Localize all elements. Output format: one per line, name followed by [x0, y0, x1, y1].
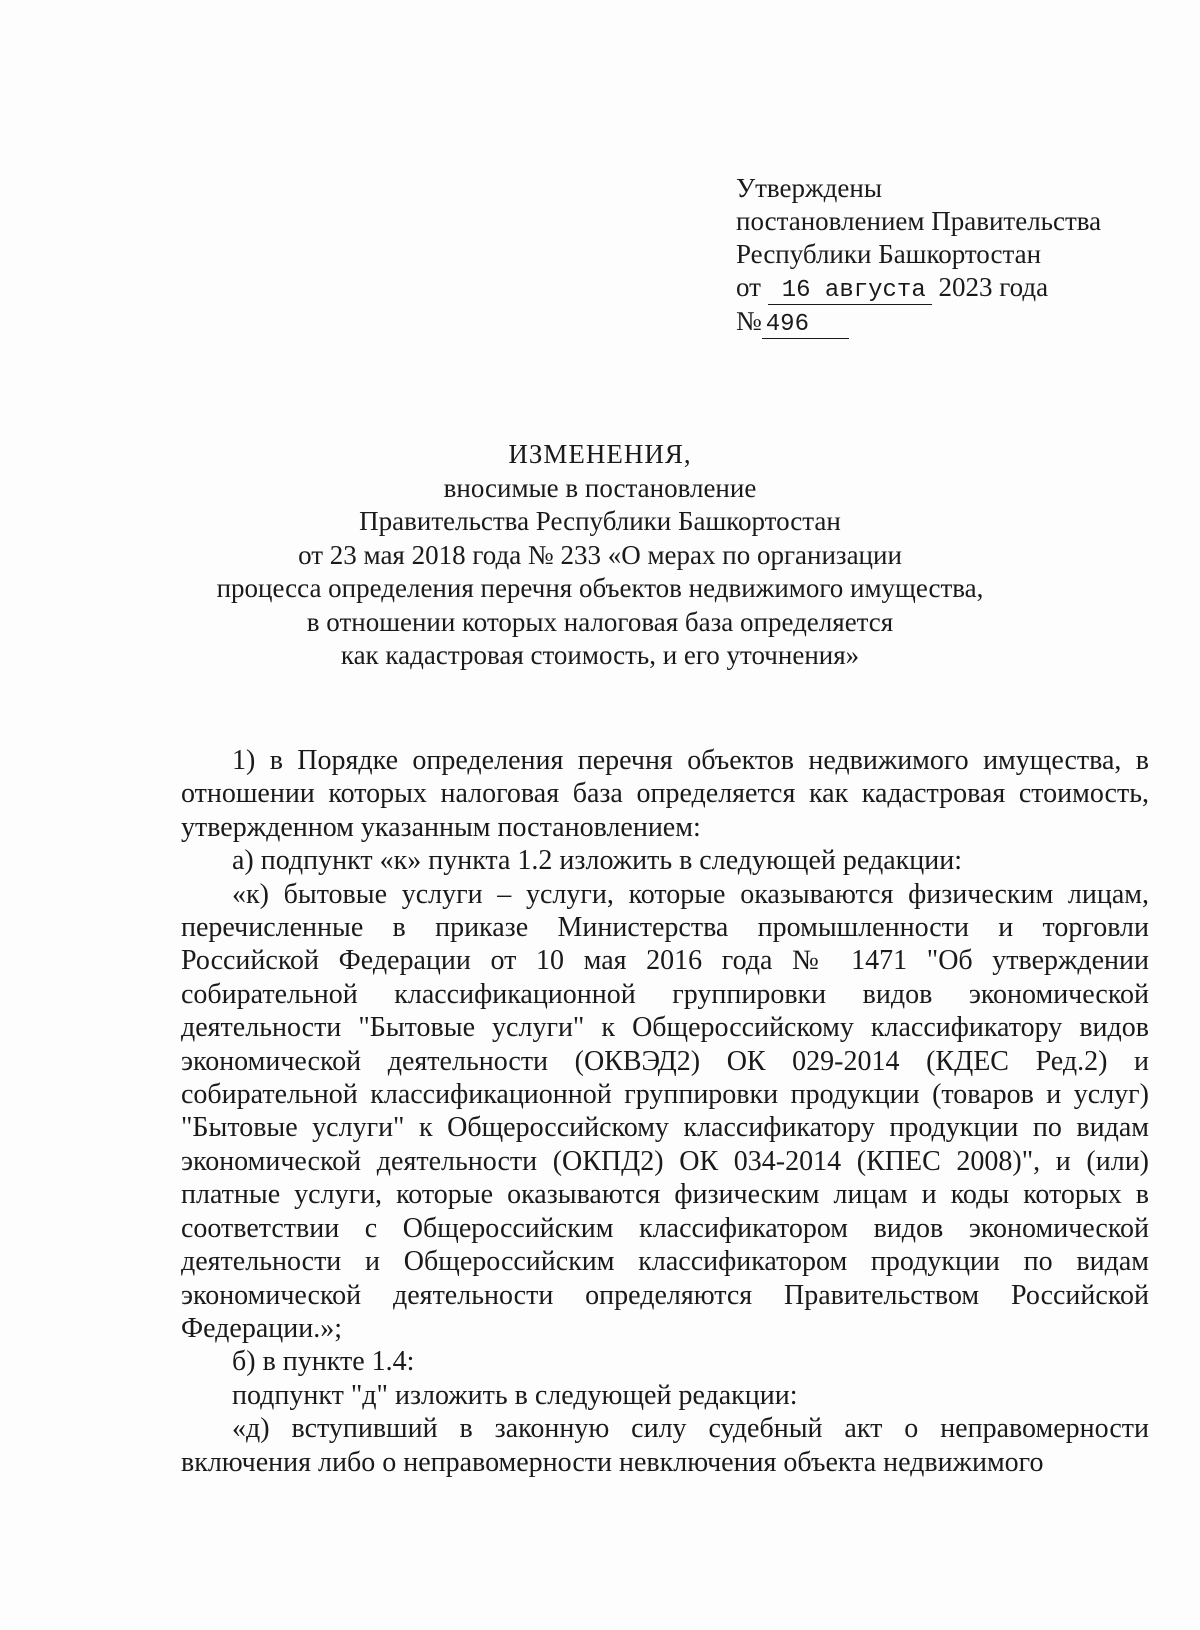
body-paragraph: «к) бытовые услуги – услуги, которые оказываются физическим лицам, перечисленные в приказе Министерства промышленности и торговли Российской Федерации от 10 мая 2016 года № 1471 "Об утверждении собирательной классификационной группировки видов экономической деятельности "Бытовые услуги" к Общероссийскому классификатору видов экономической деятельности (ОКВЭД2) ОК 029-2014 (КДЕС Ред.2) и собирательной классификационной группировки продукции (товаров и услуг) "Бытовые услуги" к Общероссийскому классификатору продукции по видам экономической деятельности (ОКПД2) ОК 034-2014 (КПЕС 2008)", и (или) платные услуги, которые оказываются физическим лицам и коды которых в соответствии с Общероссийским классификатором видов экономической деятельности и Общероссийским классификатором продукции по видам экономической деятельности определяются Правительством Российской Федерации.»;	[181, 878, 1149, 1344]
body-paragraph: «д) вступивший в законную силу судебный акт о неправомерности включения либо о неправомерности невключения объекта недвижимого	[181, 1413, 1149, 1478]
approval-number-prefix: №	[736, 306, 762, 336]
approval-number-line	[736, 305, 1176, 339]
title-line: Правительства Республики Башкортостан	[359, 506, 841, 536]
document-body	[181, 744, 1149, 1479]
approval-line-3: Республики Башкортостан	[736, 239, 1042, 269]
approval-date-line	[736, 271, 1176, 305]
title-line: от 23 мая 2018 года № 233 «О мерах по организации	[298, 539, 902, 570]
body-paragraph: подпункт "д" изложить в следующей редакции:	[232, 1379, 798, 1411]
body-paragraph: б) в пункте 1.4:	[232, 1346, 415, 1378]
approval-stamp-block	[736, 172, 1176, 339]
approval-date-prefix: от	[736, 272, 761, 302]
body-paragraph: 1) в Порядке определения перечня объектов недвижимого имущества, в отношении которых налоговая база определяется как кадастровая стоимость, утвержденном указанным постановлением:	[181, 745, 1149, 843]
approval-date-suffix: 2023 года	[938, 272, 1049, 302]
approval-number-value: 496	[762, 312, 849, 339]
approval-date-value: 16 августа	[768, 278, 932, 305]
body-paragraph: а) подпункт «к» пункта 1.2 изложить в следующей редакции:	[232, 845, 962, 877]
approval-line-2: постановлением Правительства	[736, 206, 1102, 236]
document-title	[60, 438, 1140, 673]
title-line: в отношении которых налоговая база определяется	[306, 606, 894, 637]
approval-line-1: Утверждены	[736, 173, 882, 203]
title-heading: ИЗМЕНЕНИЯ,	[508, 439, 692, 469]
title-line: как кадастровая стоимость, и его уточнения»	[340, 640, 860, 670]
title-line: вносимые в постановление	[443, 472, 757, 503]
title-line: процесса определения перечня объектов недвижимого имущества,	[216, 573, 984, 603]
